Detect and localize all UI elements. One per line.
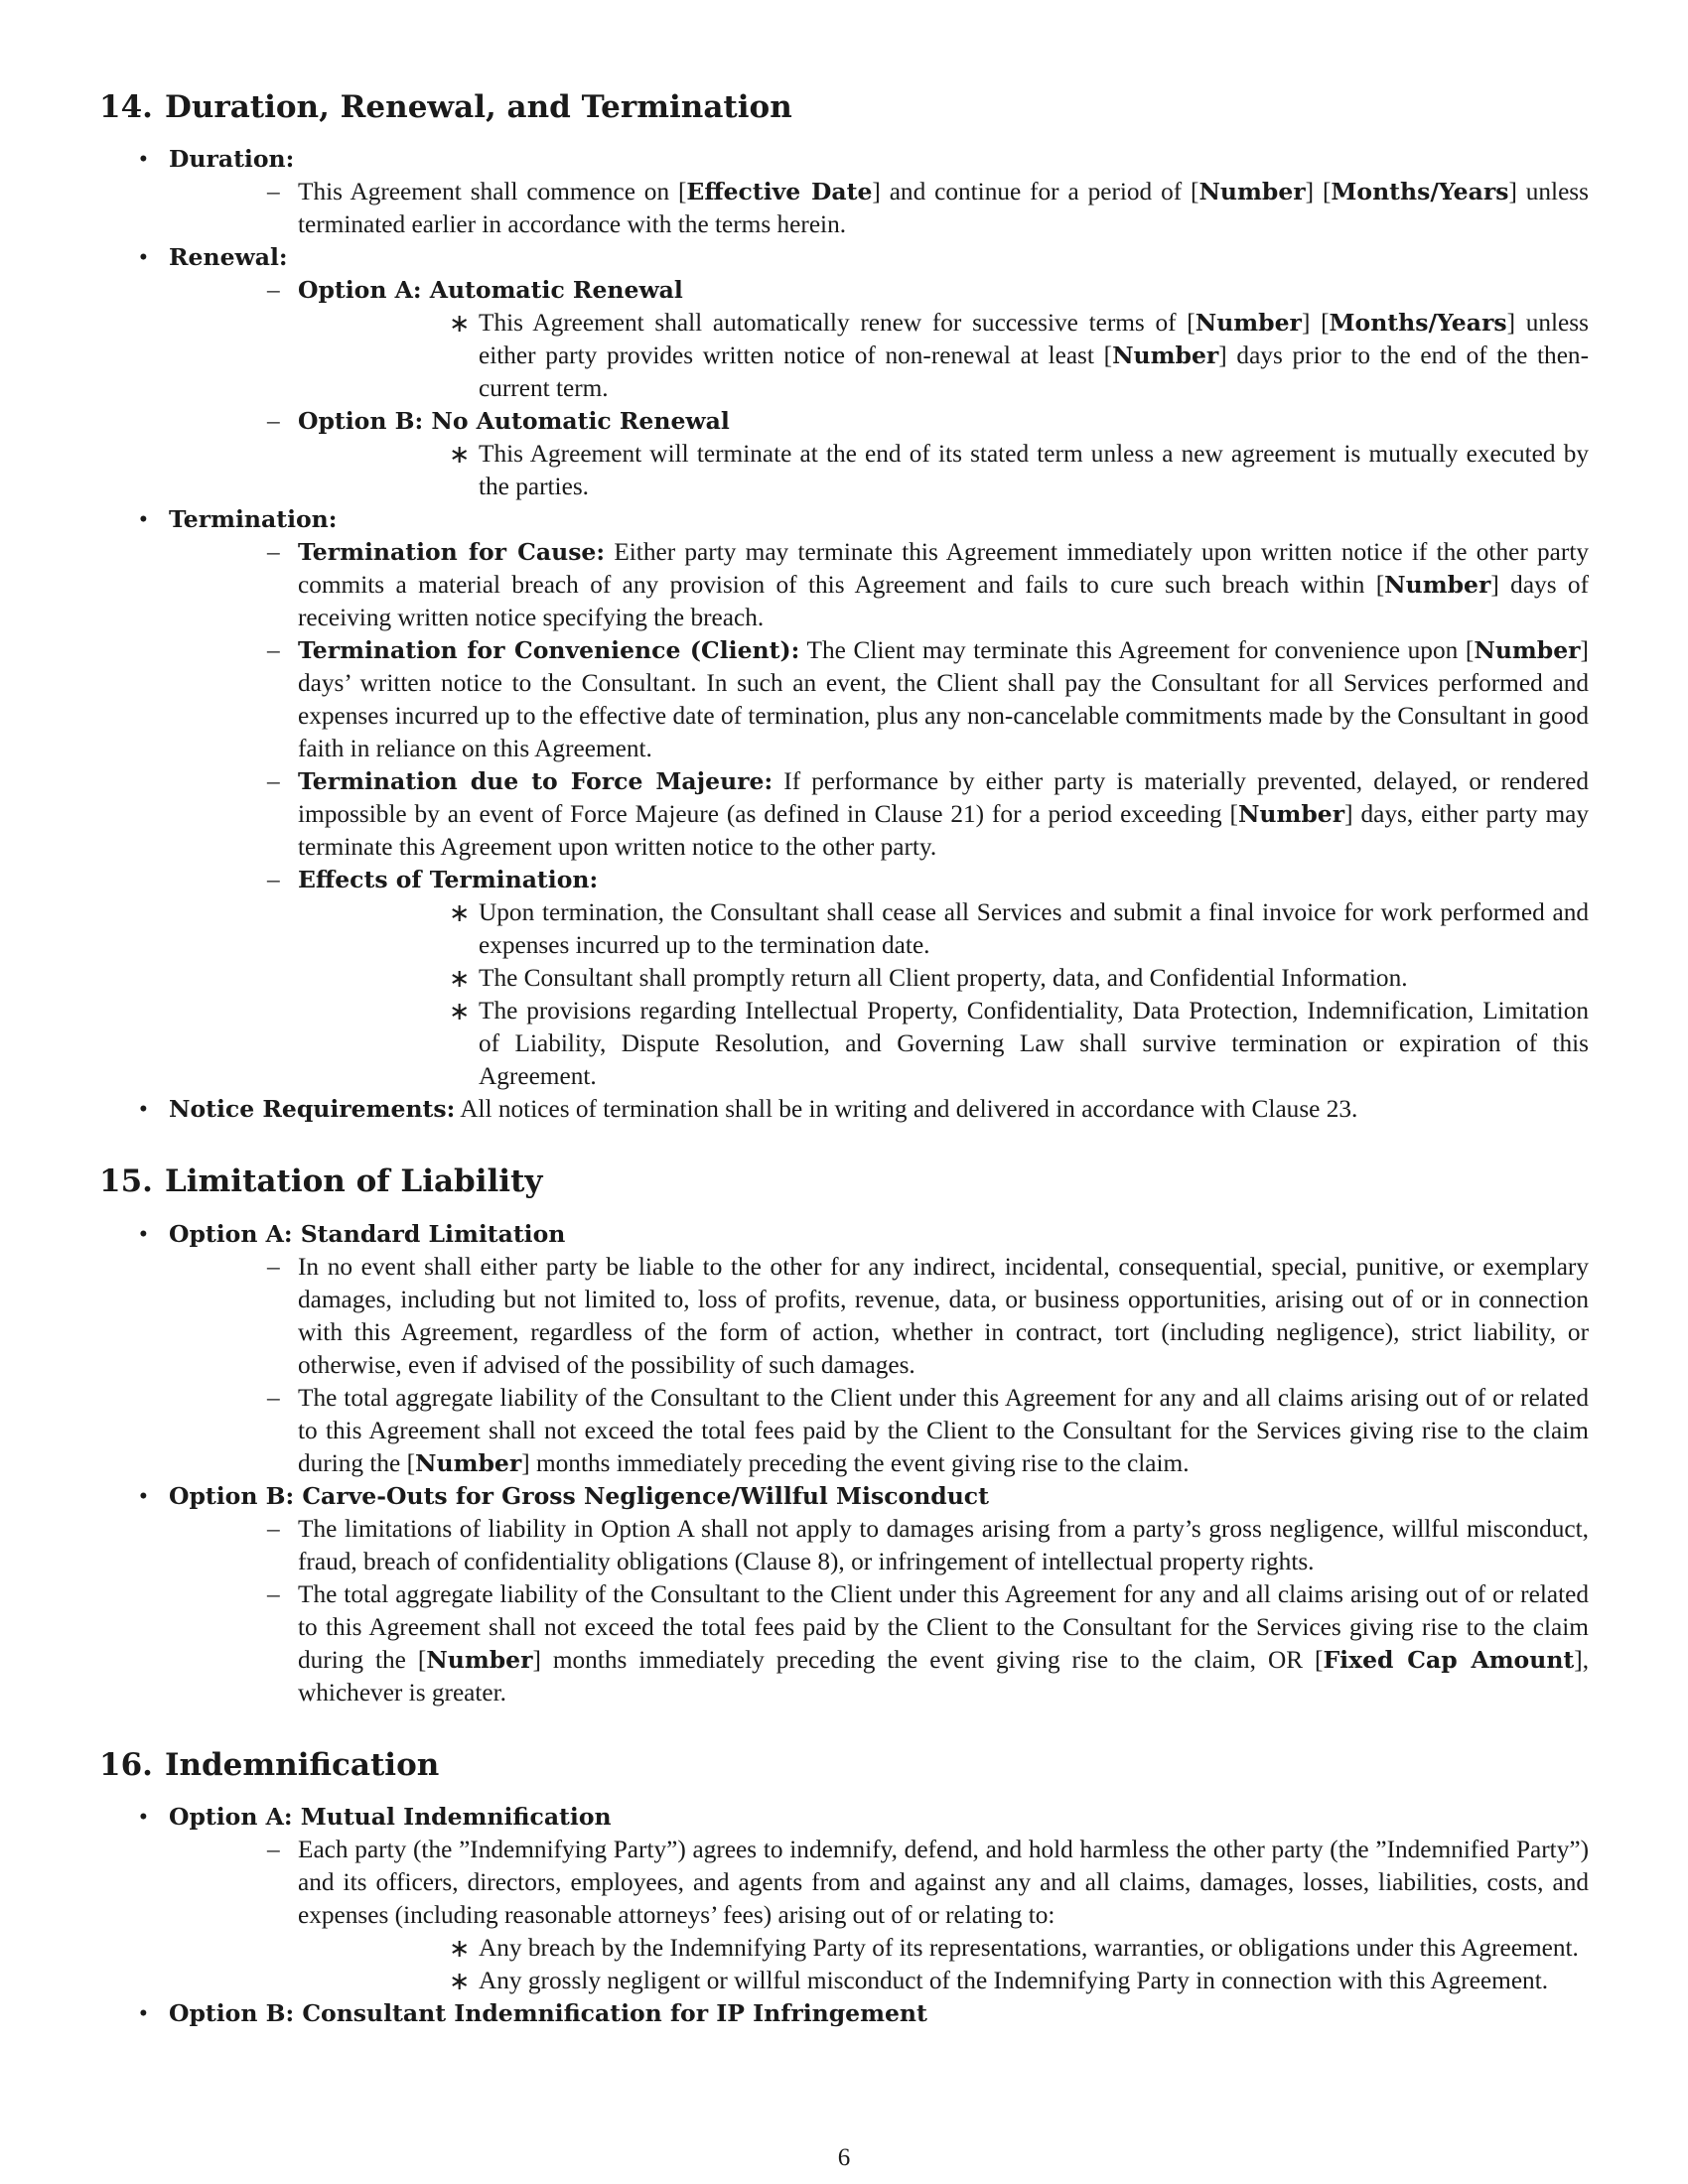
list-level-1 — [99, 143, 1589, 1126]
list-level-2 — [169, 176, 1589, 241]
item-label: Option B: No Automatic Renewal — [298, 407, 730, 436]
item-label: Option A: Automatic Renewal — [298, 276, 683, 305]
list-level-3 — [298, 896, 1589, 1093]
list-marker: • — [139, 506, 148, 534]
list-marker: ∗ — [449, 899, 471, 928]
list-marker: – — [267, 1514, 280, 1543]
item-label: Notice Requirements: — [169, 1095, 456, 1124]
list-level-2 — [169, 1513, 1589, 1709]
list-item — [169, 1251, 1589, 1382]
item-text: Upon termination, the Consultant shall cease all Services and submit a final invoice for work performed and expenses incurred up to the termination date. — [479, 898, 1589, 960]
list-marker: • — [139, 1096, 148, 1124]
list-marker: • — [139, 1999, 148, 2027]
list-item — [298, 438, 1589, 503]
list-item — [99, 241, 1589, 503]
item-text: ] [ — [1301, 309, 1330, 338]
placeholder-field: Number — [1112, 341, 1219, 370]
section-number: 14. — [99, 89, 153, 125]
list-marker: ∗ — [449, 965, 471, 994]
list-level-3 — [298, 307, 1589, 405]
list-marker: • — [139, 146, 148, 174]
placeholder-field: Number — [1237, 800, 1345, 829]
list-item — [99, 1480, 1589, 1709]
item-text: The Client may terminate this Agreement for convenience upon [ — [799, 636, 1475, 665]
list-item — [169, 1578, 1589, 1709]
list-item — [298, 1965, 1589, 1997]
item-label: Termination for Cause: — [298, 538, 606, 567]
section-title: Duration, Renewal, and Termination — [164, 89, 792, 125]
placeholder-field: Number — [1384, 571, 1491, 600]
section-title: Limitation of Liability — [164, 1163, 543, 1200]
list-item — [169, 536, 1589, 634]
item-text: ] months immediately preceding the event giving rise to the claim, OR [ — [532, 1645, 1324, 1674]
section-number: 15. — [99, 1163, 153, 1200]
placeholder-field: Number — [426, 1645, 533, 1674]
section-heading — [99, 1745, 1589, 1785]
page-number: 6 — [837, 2144, 851, 2171]
list-item — [169, 634, 1589, 765]
list-marker: ∗ — [449, 1967, 471, 1995]
item-text: The total aggregate liability of the Consultant to the Client under this Agreement for any and all claims arising out of or related to this Agreement shall not exceed the total fees paid by the Client to the Consultant for the Services giving rise to the claim during the [ — [298, 1383, 1589, 1477]
list-level-2 — [169, 536, 1589, 1093]
item-text: ] months immediately preceding the event giving rise to the claim. — [521, 1448, 1190, 1477]
list-item — [99, 1997, 1589, 2030]
item-text: ] [ — [1305, 178, 1332, 206]
list-level-2 — [169, 274, 1589, 503]
list-marker: • — [139, 1220, 148, 1248]
section-heading — [99, 87, 1589, 127]
list-item — [298, 962, 1589, 995]
list-marker: – — [267, 407, 280, 436]
item-text: All notices of termination shall be in writing and delivered in accordance with Clause 23. — [455, 1095, 1358, 1124]
item-label: Duration: — [169, 145, 295, 174]
item-label: Effects of Termination: — [298, 866, 599, 894]
list-marker: – — [267, 1579, 280, 1608]
list-level-2 — [169, 1834, 1589, 1997]
list-level-3 — [298, 1932, 1589, 1997]
list-marker: – — [267, 1252, 280, 1281]
item-text: Either party may terminate this Agreement immediately upon written notice if the other party commits a material breach of any provision of this Agreement and fails to cure such breach within [ — [298, 538, 1590, 600]
placeholder-field: Effective Date — [686, 178, 873, 206]
item-text: ] days prior to the end of the then-current term. — [479, 341, 1589, 403]
list-marker: – — [267, 538, 280, 567]
list-item — [99, 143, 1589, 241]
list-item — [169, 1382, 1589, 1480]
list-item — [99, 1093, 1589, 1126]
item-text: ] days, either party may terminate this Agreement upon written notice to the other party. — [298, 800, 1589, 862]
list-marker: ∗ — [449, 1934, 471, 1963]
list-marker: – — [267, 1383, 280, 1412]
item-text: The limitations of liability in Option A shall not apply to damages arising from a party’s gross negligence, willful misconduct, fraud, breach of confidentiality obligations (Clause 8), or infringement of intellectual property rights. — [298, 1514, 1589, 1575]
list-marker: • — [139, 1482, 148, 1510]
list-level-1 — [99, 1801, 1589, 2030]
list-item — [99, 1218, 1589, 1480]
placeholder-field: Fixed Cap Amount — [1323, 1645, 1575, 1674]
item-text: Any breach by the Indemnifying Party of its representations, warranties, or obligations under this Agreement. — [479, 1933, 1579, 1962]
list-item — [169, 274, 1589, 405]
list-marker: ∗ — [449, 998, 471, 1026]
item-text: ] unless either party provides written notice of non-renewal at least [ — [479, 309, 1589, 370]
item-text: ] and continue for a period of [ — [872, 178, 1199, 206]
placeholder-field: Number — [415, 1448, 522, 1477]
item-text: This Agreement shall commence on [ — [298, 178, 687, 206]
list-marker: – — [267, 1835, 280, 1863]
list-marker: ∗ — [449, 441, 471, 470]
item-text: The total aggregate liability of the Consultant to the Client under this Agreement for any and all claims arising out of or related to this Agreement shall not exceed the total fees paid by the Client to the Consultant for the Services giving rise to the claim during the [ — [298, 1579, 1589, 1674]
list-marker: – — [267, 636, 280, 665]
list-item — [298, 1932, 1589, 1965]
list-marker: – — [267, 866, 280, 894]
list-item — [169, 765, 1589, 864]
list-marker: • — [139, 244, 148, 272]
item-label: Option B: Consultant Indemnification for IP Infringement — [169, 1998, 927, 2027]
placeholder-field: Number — [1474, 636, 1581, 665]
item-text: This Agreement shall automatically renew for successive terms of [ — [479, 309, 1196, 338]
list-level-2 — [169, 1251, 1589, 1480]
item-label: Option A: Mutual Indemnification — [169, 1802, 612, 1831]
list-level-1 — [99, 1218, 1589, 1709]
list-item — [298, 995, 1589, 1093]
list-marker: – — [267, 767, 280, 796]
section-14 — [99, 87, 1589, 1126]
item-text: Any grossly negligent or willful misconduct of the Indemnifying Party in connection with this Agreement. — [479, 1966, 1549, 1994]
list-marker: • — [139, 1803, 148, 1831]
list-marker: – — [267, 276, 280, 305]
list-level-3 — [298, 438, 1589, 503]
item-label: Option A: Standard Limitation — [169, 1219, 566, 1248]
item-label: Renewal: — [169, 243, 288, 272]
list-item — [169, 176, 1589, 241]
document-page — [99, 87, 1589, 2066]
item-text: If performance by either party is materially prevented, delayed, or rendered impossible by an event of Force Majeure (as defined in Clause 21) for a period exceeding [ — [298, 767, 1589, 829]
section-16 — [99, 1745, 1589, 2030]
item-text: Each party (the ”Indemnifying Party”) agrees to indemnify, defend, and hold harmless the other party (the ”Indemnified Party”) and its officers, directors, employees, and agents from and against any and all claims, damages, losses, liabilities, costs, and expenses (including reasonable attorneys’ fees) arising out of or relating to: — [298, 1835, 1589, 1929]
item-text: This Agreement will terminate at the end of its stated term unless a new agreement is mutually executed by the parties. — [479, 440, 1589, 501]
item-label: Termination for Convenience (Client): — [298, 636, 800, 665]
list-item — [169, 1513, 1589, 1578]
placeholder-field: Months/Years — [1329, 309, 1507, 338]
item-label: Termination due to Force Majeure: — [298, 767, 774, 796]
item-text: The provisions regarding Intellectual Property, Confidentiality, Data Protection, Indemnification, Limitation of Liability, Dispute Resolution, and Governing Law shall survive termination or expiration of this Agreement. — [479, 997, 1589, 1091]
item-text: ] unless terminated earlier in accordance with the terms herein. — [298, 178, 1589, 239]
list-marker: – — [267, 178, 280, 206]
list-item — [298, 307, 1589, 405]
list-marker: ∗ — [449, 310, 471, 339]
list-item — [169, 405, 1589, 503]
placeholder-field: Number — [1195, 309, 1302, 338]
list-item — [99, 1801, 1589, 1997]
item-label: Option B: Carve-Outs for Gross Negligence/Willful Misconduct — [169, 1481, 989, 1510]
item-text: In no event shall either party be liable to the other for any indirect, incidental, consequential, special, punitive, or exemplary damages, including but not limited to, loss of profits, revenue, data, or business opportunities, arising out of or in connection with this Agreement, regardless of the form of action, whether in contract, tort (including negligence), strict liability, or otherwise, even if advised of the possibility of such damages. — [298, 1252, 1589, 1379]
item-text: ] days of receiving written notice specifying the breach. — [298, 571, 1590, 632]
section-15 — [99, 1161, 1589, 1708]
item-text: ], whichever is greater. — [298, 1645, 1590, 1706]
list-item — [169, 1834, 1589, 1997]
item-text: ] days’ written notice to the Consultant. In such an event, the Client shall pay the Consultant for all Services performed and expenses incurred up to the effective date of termination, plus any non-cancelable commitments made by the Consultant in good faith in reliance on this Agreement. — [298, 636, 1589, 763]
placeholder-field: Number — [1198, 178, 1306, 206]
list-item — [169, 864, 1589, 1093]
item-label: Termination: — [169, 505, 338, 534]
placeholder-field: Months/Years — [1331, 178, 1509, 206]
section-number: 16. — [99, 1746, 153, 1783]
list-item — [298, 896, 1589, 962]
section-title: Indemnification — [164, 1746, 440, 1783]
item-text: The Consultant shall promptly return all Client property, data, and Confidential Information. — [479, 964, 1408, 993]
list-item — [99, 503, 1589, 1093]
section-heading — [99, 1161, 1589, 1201]
